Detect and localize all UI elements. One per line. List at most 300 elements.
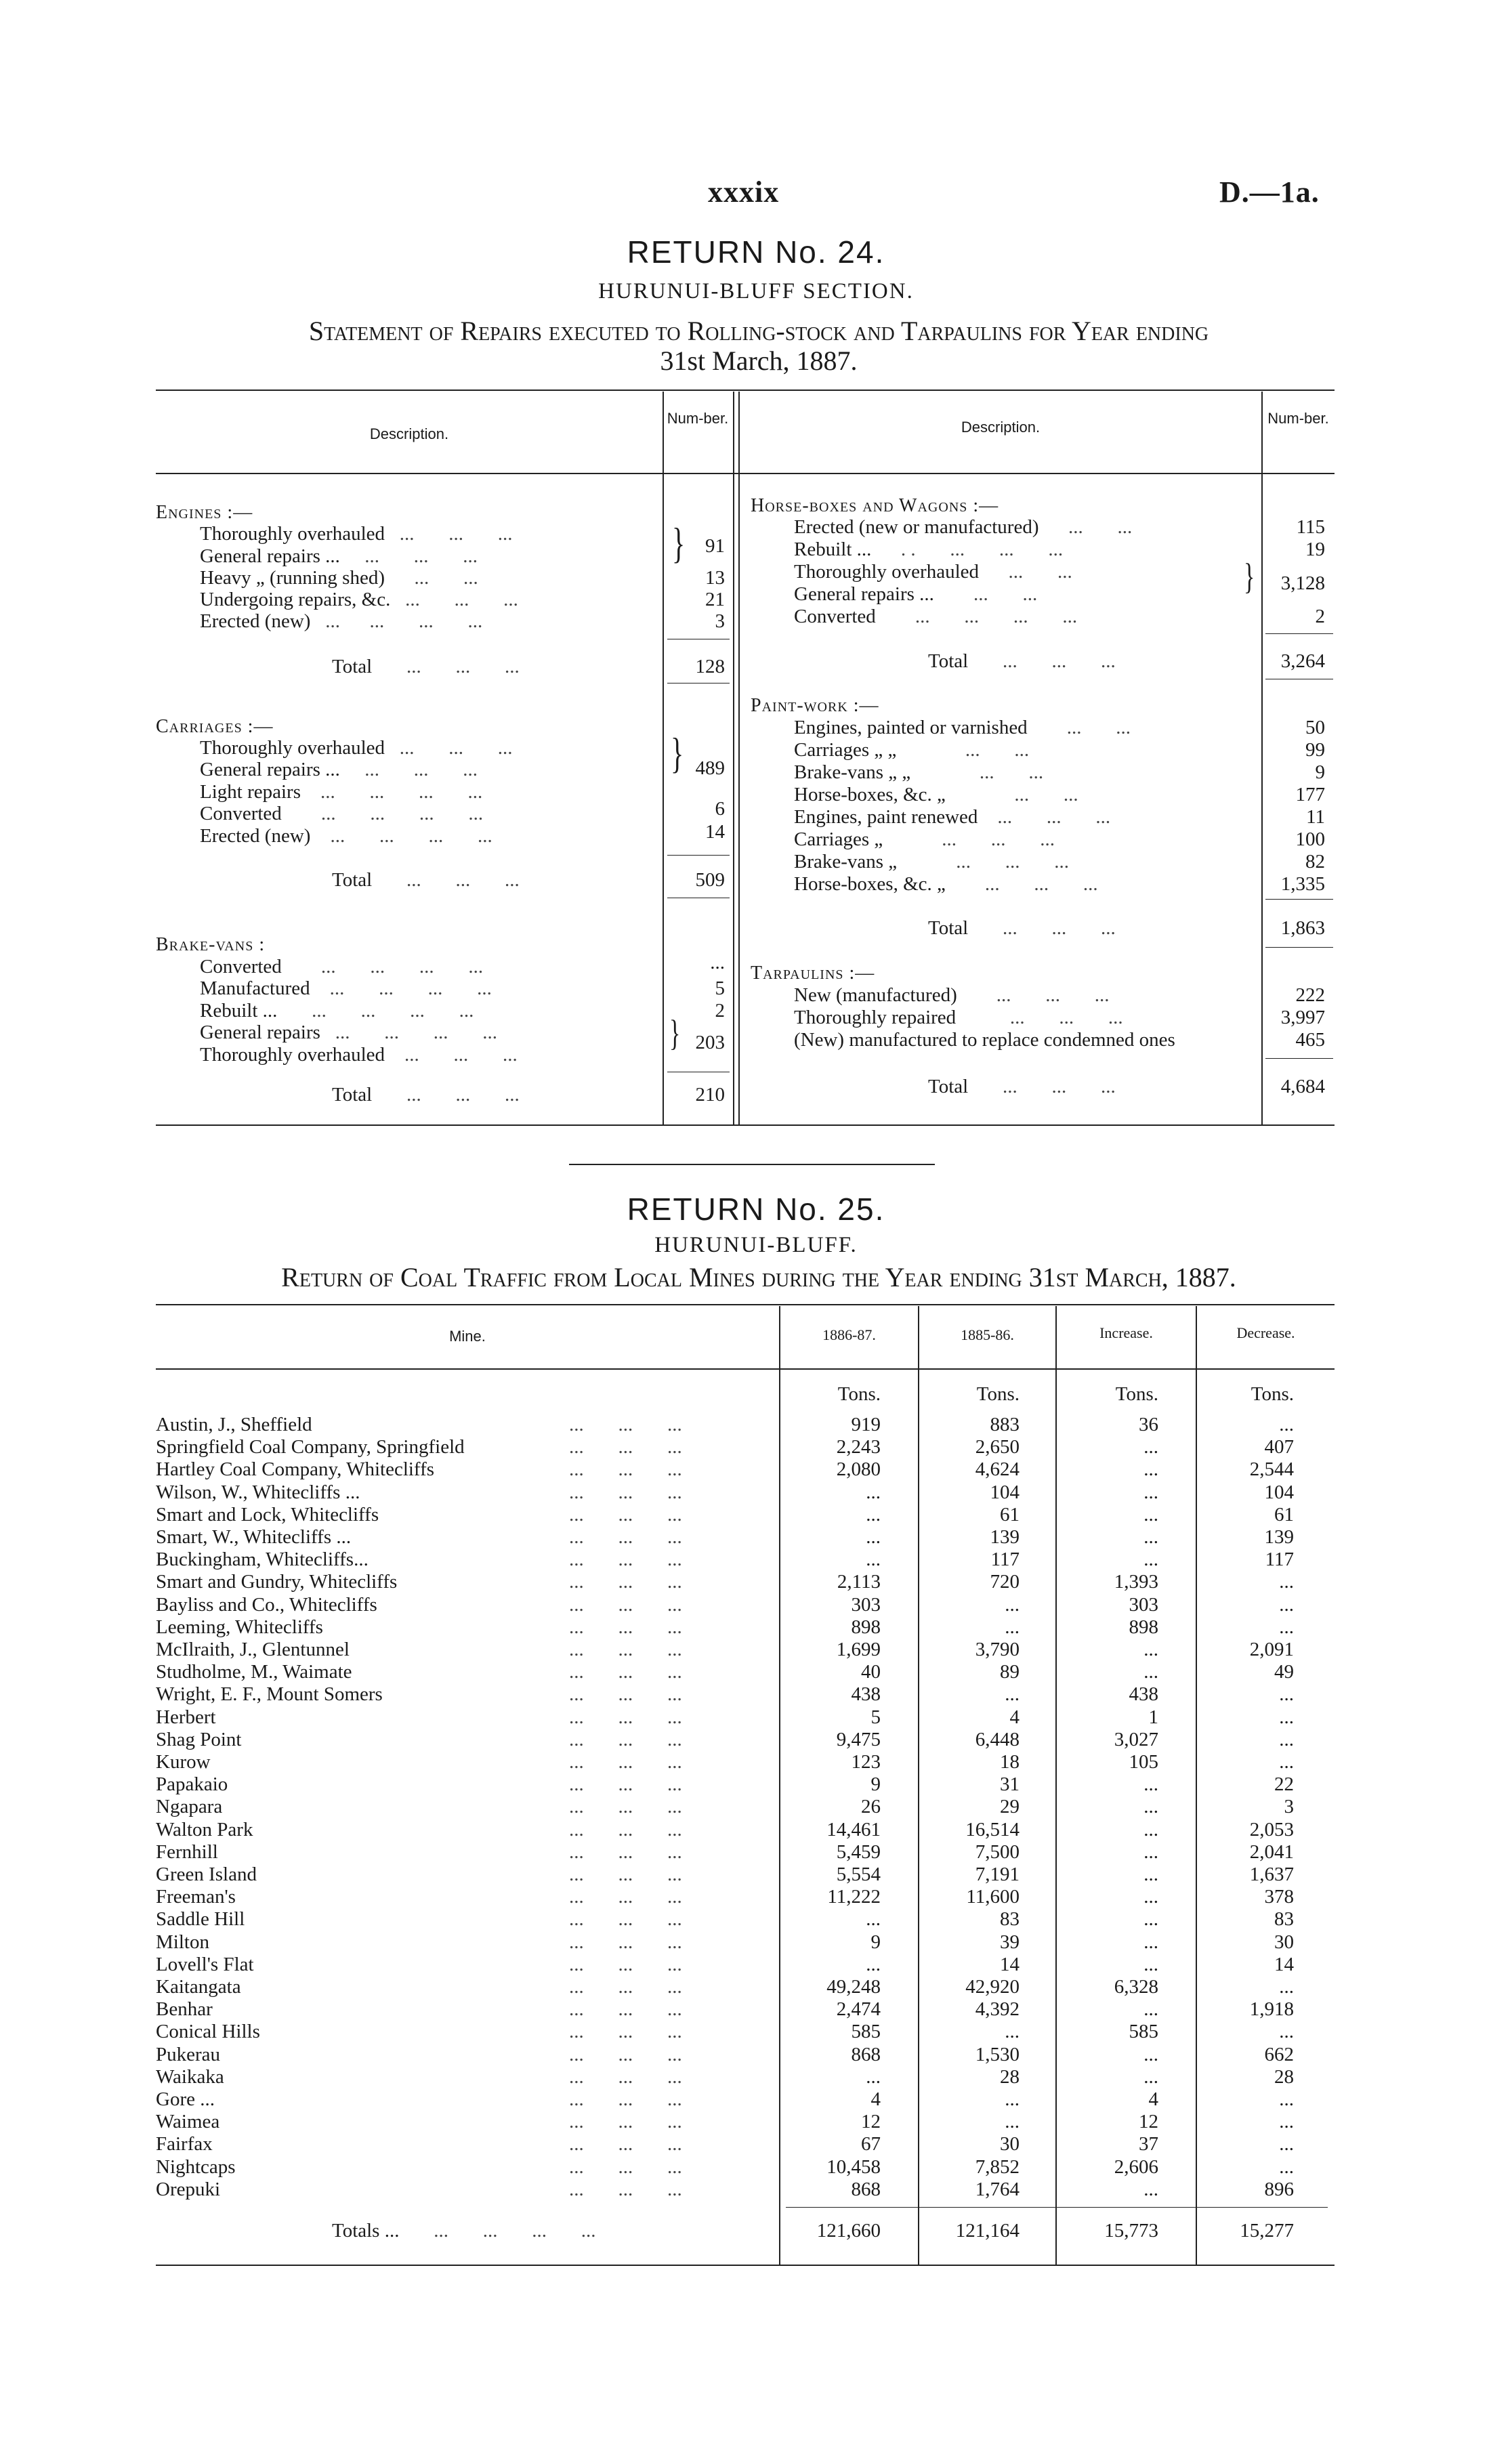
engines-item: Thoroughly overhauled ... ... ...	[200, 523, 513, 545]
r25-col-1885: 1885-86.	[961, 1326, 1014, 1343]
table-cell: 36	[1139, 1414, 1158, 1435]
table-cell: ...	[1143, 1841, 1158, 1863]
table-row-mine: Waikaka	[156, 2066, 224, 2088]
table-cell: ...	[1143, 2179, 1158, 2200]
table-row-mine: Gore ...	[156, 2088, 215, 2110]
table-cell: ...	[1143, 1526, 1158, 1548]
table-cell: 117	[1265, 1549, 1294, 1570]
carriages-item: Converted ... ... ... ...	[200, 803, 484, 824]
table-cell: 3	[1284, 1796, 1294, 1817]
table-cell: 30	[1274, 1931, 1294, 1953]
table-cell: 139	[990, 1526, 1020, 1548]
table-cell: 2,113	[837, 1571, 881, 1593]
leader-dots: ... ... ...	[569, 1504, 682, 1526]
table-row-mine: Walton Park	[156, 1819, 253, 1840]
table-cell: 40	[861, 1661, 881, 1683]
table-cell: ...	[866, 2066, 881, 2088]
leader-dots: ... ... ...	[569, 1549, 682, 1570]
table-cell: ...	[1005, 1616, 1020, 1638]
r24-top-rule	[156, 390, 1335, 391]
table-cell: ...	[1279, 2133, 1294, 2155]
r24-col-number-right: Num-ber.	[1267, 410, 1329, 427]
table-cell: 31	[1000, 1773, 1020, 1795]
table-row-mine: Wilson, W., Whitecliffs ...	[156, 1481, 360, 1503]
table-cell: 11,222	[827, 1886, 881, 1908]
table-cell: ...	[866, 1908, 881, 1930]
table-cell: 10,458	[826, 2156, 881, 2178]
table-row-mine: Waimea	[156, 2111, 220, 2132]
brakevans-item: General repairs ... ... ... ...	[200, 1022, 497, 1043]
tarpaulins-item: (New) manufactured to replace condemned ones	[794, 1029, 1175, 1051]
table-cell: 303	[851, 1594, 881, 1616]
r25-unit-increase: Tons.	[1115, 1383, 1158, 1405]
carriages-value: 14	[705, 821, 725, 843]
table-cell: 39	[1000, 1931, 1020, 1953]
table-cell: 67	[861, 2133, 881, 2155]
return25-statement: Return of Coal Traffic from Local Mines during the Year ending 31st March, 1887.	[281, 1262, 1236, 1292]
brakevans-item: Thoroughly overhauled ... ... ...	[200, 1044, 518, 1066]
table-row-mine: Wright, E. F., Mount Somers	[156, 1683, 383, 1705]
r24-col-description-left: Description.	[369, 425, 449, 442]
paintwork-value: 50	[1305, 717, 1325, 738]
horseboxes-total-label: Total ... ... ...	[928, 650, 1116, 672]
table-row-mine: Benhar	[156, 1998, 213, 2020]
table-cell: 898	[851, 1616, 881, 1638]
r24-col-sep-2	[733, 392, 734, 1124]
r25-total-decrease: 15,277	[1240, 2220, 1294, 2242]
table-cell: 438	[851, 1683, 881, 1705]
table-cell: 1,699	[836, 1639, 881, 1660]
brakevans-value: 2	[715, 1000, 725, 1022]
return25-section: HURUNUI-BLUFF.	[654, 1233, 858, 1257]
table-cell: 104	[990, 1481, 1020, 1503]
table-cell: ...	[1005, 2111, 1020, 2132]
leader-dots: ... ... ...	[569, 1616, 682, 1638]
table-cell: ...	[1143, 1819, 1158, 1840]
brakevans-total: 210	[695, 1084, 725, 1106]
r25-totals-label: Totals ... ... ... ... ...	[332, 2220, 596, 2242]
r25-unit-1885: Tons.	[976, 1383, 1020, 1405]
table-cell: ...	[1279, 1751, 1294, 1773]
engines-total-label: Total ... ... ...	[332, 656, 520, 677]
table-cell: 61	[1000, 1504, 1020, 1526]
engines-braced-value: 91	[705, 535, 725, 557]
table-cell: 4,624	[975, 1458, 1020, 1480]
paintwork-item: Brake-vans „ ... ... ...	[794, 851, 1069, 872]
table-cell: ...	[1279, 1683, 1294, 1705]
table-cell: 883	[990, 1414, 1020, 1435]
paintwork-value: 177	[1295, 784, 1325, 805]
table-cell: ...	[1279, 2021, 1294, 2042]
table-row-mine: Orepuki	[156, 2179, 221, 2200]
engines-item: General repairs ... ... ... ...	[200, 545, 478, 567]
table-cell: 1	[1148, 1706, 1158, 1728]
brakevans-item: Converted ... ... ... ...	[200, 956, 484, 977]
table-cell: 2,091	[1249, 1639, 1294, 1660]
leader-dots: ... ... ...	[569, 1706, 682, 1728]
leader-dots: ... ... ...	[569, 1751, 682, 1773]
carriages-total: 509	[695, 869, 725, 891]
engines-item: Heavy „ (running shed) ... ...	[200, 567, 478, 589]
horseboxes-brace: }	[1244, 557, 1255, 597]
engines-heading: Engines :—	[156, 502, 253, 523]
table-cell: 9	[870, 1773, 881, 1795]
table-cell: ...	[1279, 1594, 1294, 1616]
r24-bottom-rule	[156, 1124, 1335, 1126]
table-cell: ...	[1143, 1639, 1158, 1660]
table-row-mine: Green Island	[156, 1864, 257, 1885]
table-cell: ...	[866, 1526, 881, 1548]
table-cell: 2,041	[1249, 1841, 1294, 1863]
table-cell: ...	[1279, 1571, 1294, 1593]
page-number: xxxix	[708, 175, 780, 209]
r25-header-rule	[156, 1368, 1335, 1370]
tarpaulins-value: 222	[1295, 984, 1325, 1006]
table-cell: 18	[1000, 1751, 1020, 1773]
paintwork-value: 9	[1315, 761, 1325, 783]
r25-col-mine: Mine.	[449, 1328, 486, 1345]
brakevans-item: Rebuilt ... ... ... ... ...	[200, 1000, 474, 1022]
paintwork-value: 11	[1306, 806, 1325, 828]
r24-col-sep-1	[663, 392, 664, 1124]
table-cell: ...	[1279, 1976, 1294, 1998]
table-cell: 5,459	[836, 1841, 881, 1863]
table-cell: ...	[1143, 1481, 1158, 1503]
table-cell: 117	[990, 1549, 1020, 1570]
table-cell: ...	[1279, 1729, 1294, 1750]
r25-total-1886: 121,660	[816, 2220, 881, 2242]
tarpaulins-value: 465	[1295, 1029, 1325, 1051]
leader-dots: ... ... ...	[569, 1954, 682, 1975]
brakevans-brace: }	[669, 1013, 681, 1054]
engines-value: 13	[705, 567, 725, 589]
table-cell: 898	[1129, 1616, 1158, 1638]
table-cell: 12	[861, 2111, 881, 2132]
leader-dots: ... ... ...	[569, 1864, 682, 1885]
leader-dots: ... ... ...	[569, 1886, 682, 1908]
table-cell: 12	[1139, 2111, 1158, 2132]
table-cell: 720	[990, 1571, 1020, 1593]
paintwork-value: 82	[1305, 851, 1325, 872]
table-cell: 5	[870, 1706, 881, 1728]
paintwork-item: Horse-boxes, &c. „ ... ... ...	[794, 873, 1098, 895]
table-cell: 1,764	[975, 2179, 1020, 2200]
document-code: D.—1a.	[1219, 175, 1320, 209]
horseboxes-value: 115	[1296, 516, 1325, 538]
table-cell: ...	[1279, 2156, 1294, 2178]
table-cell: ...	[866, 1954, 881, 1975]
horseboxes-item: Erected (new or manufactured) ... ...	[794, 516, 1133, 538]
table-row-mine: Studholme, M., Waimate	[156, 1661, 352, 1683]
table-cell: 1,918	[1249, 1998, 1294, 2020]
r24-col-description-right: Description.	[961, 419, 1041, 436]
horseboxes-item: Thoroughly overhauled ... ...	[794, 561, 1072, 583]
table-cell: 9	[870, 1931, 881, 1953]
table-cell: 7,191	[975, 1864, 1020, 1885]
table-cell: 11,600	[966, 1886, 1020, 1908]
table-cell: 4	[1148, 2088, 1158, 2110]
paintwork-item: Horse-boxes, &c. „ ... ...	[794, 784, 1078, 805]
table-cell: 4	[870, 2088, 881, 2110]
table-cell: ...	[1143, 1661, 1158, 1683]
table-row-mine: Smart, W., Whitecliffs ...	[156, 1526, 352, 1548]
brakevans-heading: Brake-vans :	[156, 934, 266, 955]
table-cell: 29	[1000, 1796, 1020, 1817]
table-cell: 49	[1274, 1661, 1294, 1683]
table-cell: 123	[851, 1751, 881, 1773]
tarpaulins-total: 4,684	[1280, 1076, 1325, 1097]
paintwork-value: 99	[1305, 739, 1325, 761]
table-row-mine: Austin, J., Sheffield	[156, 1414, 312, 1435]
leader-dots: ... ... ...	[569, 2044, 682, 2065]
table-cell: 919	[851, 1414, 881, 1435]
brakevans-value: 5	[715, 977, 725, 999]
table-cell: ...	[866, 1549, 881, 1570]
r25-col-decrease: Decrease.	[1236, 1324, 1295, 1341]
paintwork-total-underline	[1265, 947, 1333, 948]
brakevans-item: Manufactured ... ... ... ...	[200, 977, 492, 999]
leader-dots: ... ... ...	[569, 1414, 682, 1435]
table-row-mine: Herbert	[156, 1706, 216, 1728]
horseboxes-value: 2	[1315, 606, 1325, 627]
table-row-mine: Fairfax	[156, 2133, 213, 2155]
r25-unit-decrease: Tons.	[1251, 1383, 1294, 1405]
table-cell: 2,544	[1249, 1458, 1294, 1480]
table-cell: 3,790	[975, 1639, 1020, 1660]
table-cell: 28	[1000, 2066, 1020, 2088]
tarpaulins-item: Thoroughly repaired ... ... ...	[794, 1007, 1123, 1028]
carriages-total-rule	[667, 855, 730, 856]
leader-dots: ... ... ...	[569, 1908, 682, 1930]
table-cell: 1,530	[975, 2044, 1020, 2065]
table-row-mine: Milton	[156, 1931, 209, 1953]
table-row-mine: Ngapara	[156, 1796, 223, 1817]
carriages-heading: Carriages :—	[156, 716, 274, 737]
carriages-item: General repairs ... ... ... ...	[200, 759, 478, 780]
engines-brace: }	[672, 518, 686, 568]
brakevans-total-label: Total ... ... ...	[332, 1084, 520, 1106]
table-cell: ...	[1143, 2044, 1158, 2065]
table-row-mine: Papakaio	[156, 1773, 228, 1795]
r24-col-number-left: Num-ber.	[667, 410, 729, 427]
leader-dots: ... ... ...	[569, 1683, 682, 1705]
table-cell: 6,448	[975, 1729, 1020, 1750]
table-cell: ...	[1143, 1796, 1158, 1817]
horseboxes-item: Converted ... ... ... ...	[794, 606, 1078, 627]
table-cell: ...	[1005, 1683, 1020, 1705]
table-row-mine: Smart and Lock, Whitecliffs	[156, 1504, 379, 1526]
brakevans-braced-value: 203	[695, 1032, 725, 1053]
paintwork-item: Engines, painted or varnished ... ...	[794, 717, 1131, 738]
return24-statement-date: 31st March, 1887.	[660, 345, 858, 376]
table-cell: 868	[851, 2044, 881, 2065]
table-cell: ...	[1143, 1864, 1158, 1885]
table-row-mine: Conical Hills	[156, 2021, 260, 2042]
table-row-mine: Kurow	[156, 1751, 211, 1773]
table-row-mine: Smart and Gundry, Whitecliffs	[156, 1571, 398, 1593]
r25-total-increase: 15,773	[1104, 2220, 1158, 2242]
horseboxes-braced-value: 3,128	[1280, 572, 1325, 594]
table-cell: 585	[851, 2021, 881, 2042]
section-separator	[569, 1164, 935, 1165]
table-row-mine: Freeman's	[156, 1886, 236, 1908]
table-cell: ...	[866, 1504, 881, 1526]
leader-dots: ... ... ...	[569, 2179, 682, 2200]
r25-totals-rule	[786, 2207, 1328, 2208]
return25-title: RETURN No. 25.	[627, 1192, 885, 1227]
engines-value: 3	[715, 610, 725, 632]
table-cell: ...	[1005, 1594, 1020, 1616]
table-cell: 2,650	[975, 1436, 1020, 1458]
leader-dots: ... ... ...	[569, 2133, 682, 2155]
table-cell: 83	[1000, 1908, 1020, 1930]
table-cell: 104	[1264, 1481, 1294, 1503]
table-cell: 303	[1129, 1594, 1158, 1616]
leader-dots: ... ... ...	[569, 1526, 682, 1548]
table-cell: 3,027	[1114, 1729, 1158, 1750]
tarpaulins-heading: Tarpaulins :—	[751, 963, 875, 984]
table-cell: ...	[1143, 1954, 1158, 1975]
table-cell: ...	[1005, 2088, 1020, 2110]
tarpaulins-item: New (manufactured) ... ... ...	[794, 984, 1110, 1006]
table-cell: 2,080	[836, 1458, 881, 1480]
carriages-braced-value: 489	[695, 757, 725, 779]
table-cell: 378	[1264, 1886, 1294, 1908]
table-cell: 14,461	[826, 1819, 881, 1840]
table-cell: ...	[1143, 1931, 1158, 1953]
paintwork-item: Engines, paint renewed ... ... ...	[794, 806, 1111, 828]
table-cell: ...	[1143, 1998, 1158, 2020]
horseboxes-heading: Horse-boxes and Wagons :—	[751, 495, 999, 516]
horseboxes-item: General repairs ... ... ...	[794, 583, 1038, 605]
leader-dots: ... ... ...	[569, 2066, 682, 2088]
carriages-item: Light repairs ... ... ... ...	[200, 781, 483, 803]
leader-dots: ... ... ...	[569, 2156, 682, 2178]
table-cell: ...	[1005, 2021, 1020, 2042]
tarpaulins-total-label: Total ... ... ...	[928, 1076, 1116, 1097]
r25-total-1885: 121,164	[955, 2220, 1020, 2242]
table-cell: 42,920	[965, 1976, 1020, 1998]
leader-dots: ... ... ...	[569, 1931, 682, 1953]
table-cell: 868	[851, 2179, 881, 2200]
leader-dots: ... ... ...	[569, 1639, 682, 1660]
table-cell: 2,053	[1249, 1819, 1294, 1840]
table-row-mine: Hartley Coal Company, Whitecliffs	[156, 1458, 435, 1480]
r25-col-sep-1	[779, 1306, 780, 2265]
table-cell: 49,248	[826, 1976, 881, 1998]
table-cell: ...	[1279, 2111, 1294, 2132]
table-row-mine: Springfield Coal Company, Springfield	[156, 1436, 465, 1458]
horseboxes-value: 19	[1305, 539, 1325, 560]
table-cell: 83	[1274, 1908, 1294, 1930]
r25-col-sep-2	[918, 1306, 919, 2265]
table-row-mine: Kaitangata	[156, 1976, 241, 1998]
table-cell: 407	[1264, 1436, 1294, 1458]
table-row-mine: Buckingham, Whitecliffs...	[156, 1549, 369, 1570]
leader-dots: ... ... ...	[569, 1481, 682, 1503]
r25-top-rule	[156, 1304, 1335, 1305]
paintwork-value: 1,335	[1280, 873, 1325, 895]
table-cell: ...	[1143, 2066, 1158, 2088]
table-cell: 28	[1274, 2066, 1294, 2088]
table-cell: 139	[1264, 1526, 1294, 1548]
brakevans-value: ...	[710, 952, 725, 973]
table-cell: ...	[1143, 1886, 1158, 1908]
carriages-value: 6	[715, 798, 725, 820]
leader-dots: ... ... ...	[569, 1773, 682, 1795]
table-row-mine: Pukerau	[156, 2044, 221, 2065]
leader-dots: ... ... ...	[569, 1998, 682, 2020]
table-row-mine: Nightcaps	[156, 2156, 236, 2178]
table-cell: 2,606	[1114, 2156, 1158, 2178]
horseboxes-total: 3,264	[1280, 650, 1325, 672]
carriages-item: Erected (new) ... ... ... ...	[200, 825, 492, 847]
table-cell: 5,554	[836, 1864, 881, 1885]
table-row-mine: Shag Point	[156, 1729, 242, 1750]
engines-value: 21	[705, 589, 725, 610]
return24-title: RETURN No. 24.	[627, 234, 885, 270]
table-cell: ...	[1279, 1414, 1294, 1435]
leader-dots: ... ... ...	[569, 1436, 682, 1458]
table-cell: 22	[1274, 1773, 1294, 1795]
leader-dots: ... ... ...	[569, 1729, 682, 1750]
leader-dots: ... ... ...	[569, 1661, 682, 1683]
paintwork-value: 100	[1295, 828, 1325, 850]
paintwork-heading: Paint-work :—	[751, 695, 879, 716]
table-cell: ...	[1279, 1706, 1294, 1728]
horseboxes-item: Rebuilt ... . . ... ... ...	[794, 539, 1064, 560]
table-cell: 896	[1264, 2179, 1294, 2200]
table-cell: 16,514	[965, 1819, 1020, 1840]
table-cell: ...	[1143, 1773, 1158, 1795]
leader-dots: ... ... ...	[569, 1841, 682, 1863]
paintwork-item: Carriages „ „ ... ...	[794, 739, 1030, 761]
tarpaulins-total-rule	[1265, 1058, 1333, 1059]
table-cell: 438	[1129, 1683, 1158, 1705]
leader-dots: ... ... ...	[569, 1571, 682, 1593]
leader-dots: ... ... ...	[569, 2088, 682, 2110]
table-cell: 14	[1000, 1954, 1020, 1975]
table-cell: 105	[1129, 1751, 1158, 1773]
paintwork-item: Carriages „ ... ... ...	[794, 828, 1055, 850]
table-cell: 7,852	[975, 2156, 1020, 2178]
carriages-total-label: Total ... ... ...	[332, 869, 520, 891]
table-cell: ...	[1143, 1549, 1158, 1570]
r25-col-increase: Increase.	[1099, 1324, 1153, 1341]
table-cell: ...	[1143, 1504, 1158, 1526]
return24-statement: Statement of Repairs executed to Rolling-stock and Tarpaulins for Year ending	[308, 316, 1209, 346]
table-row-mine: Leeming, Whitecliffs	[156, 1616, 323, 1638]
leader-dots: ... ... ...	[569, 1976, 682, 1998]
table-cell: 6,328	[1114, 1976, 1158, 1998]
leader-dots: ... ... ...	[569, 1819, 682, 1840]
paintwork-total-rule	[1265, 899, 1333, 900]
table-cell: 1,393	[1114, 1571, 1158, 1593]
table-row-mine: Saddle Hill	[156, 1908, 245, 1930]
paintwork-total-label: Total ... ... ...	[928, 917, 1116, 939]
r24-col-sep-3	[738, 392, 740, 1124]
r25-unit-1886: Tons.	[837, 1383, 881, 1405]
table-row-mine: Fernhill	[156, 1841, 218, 1863]
carriages-brace: }	[671, 728, 684, 778]
r25-col-sep-3	[1055, 1306, 1057, 2265]
r24-header-rule	[156, 473, 1335, 474]
table-cell: 4	[1009, 1706, 1020, 1728]
paintwork-item: Brake-vans „ „ ... ...	[794, 761, 1044, 783]
table-cell: 37	[1139, 2133, 1158, 2155]
table-cell: 26	[861, 1796, 881, 1817]
table-cell: 9,475	[836, 1729, 881, 1750]
